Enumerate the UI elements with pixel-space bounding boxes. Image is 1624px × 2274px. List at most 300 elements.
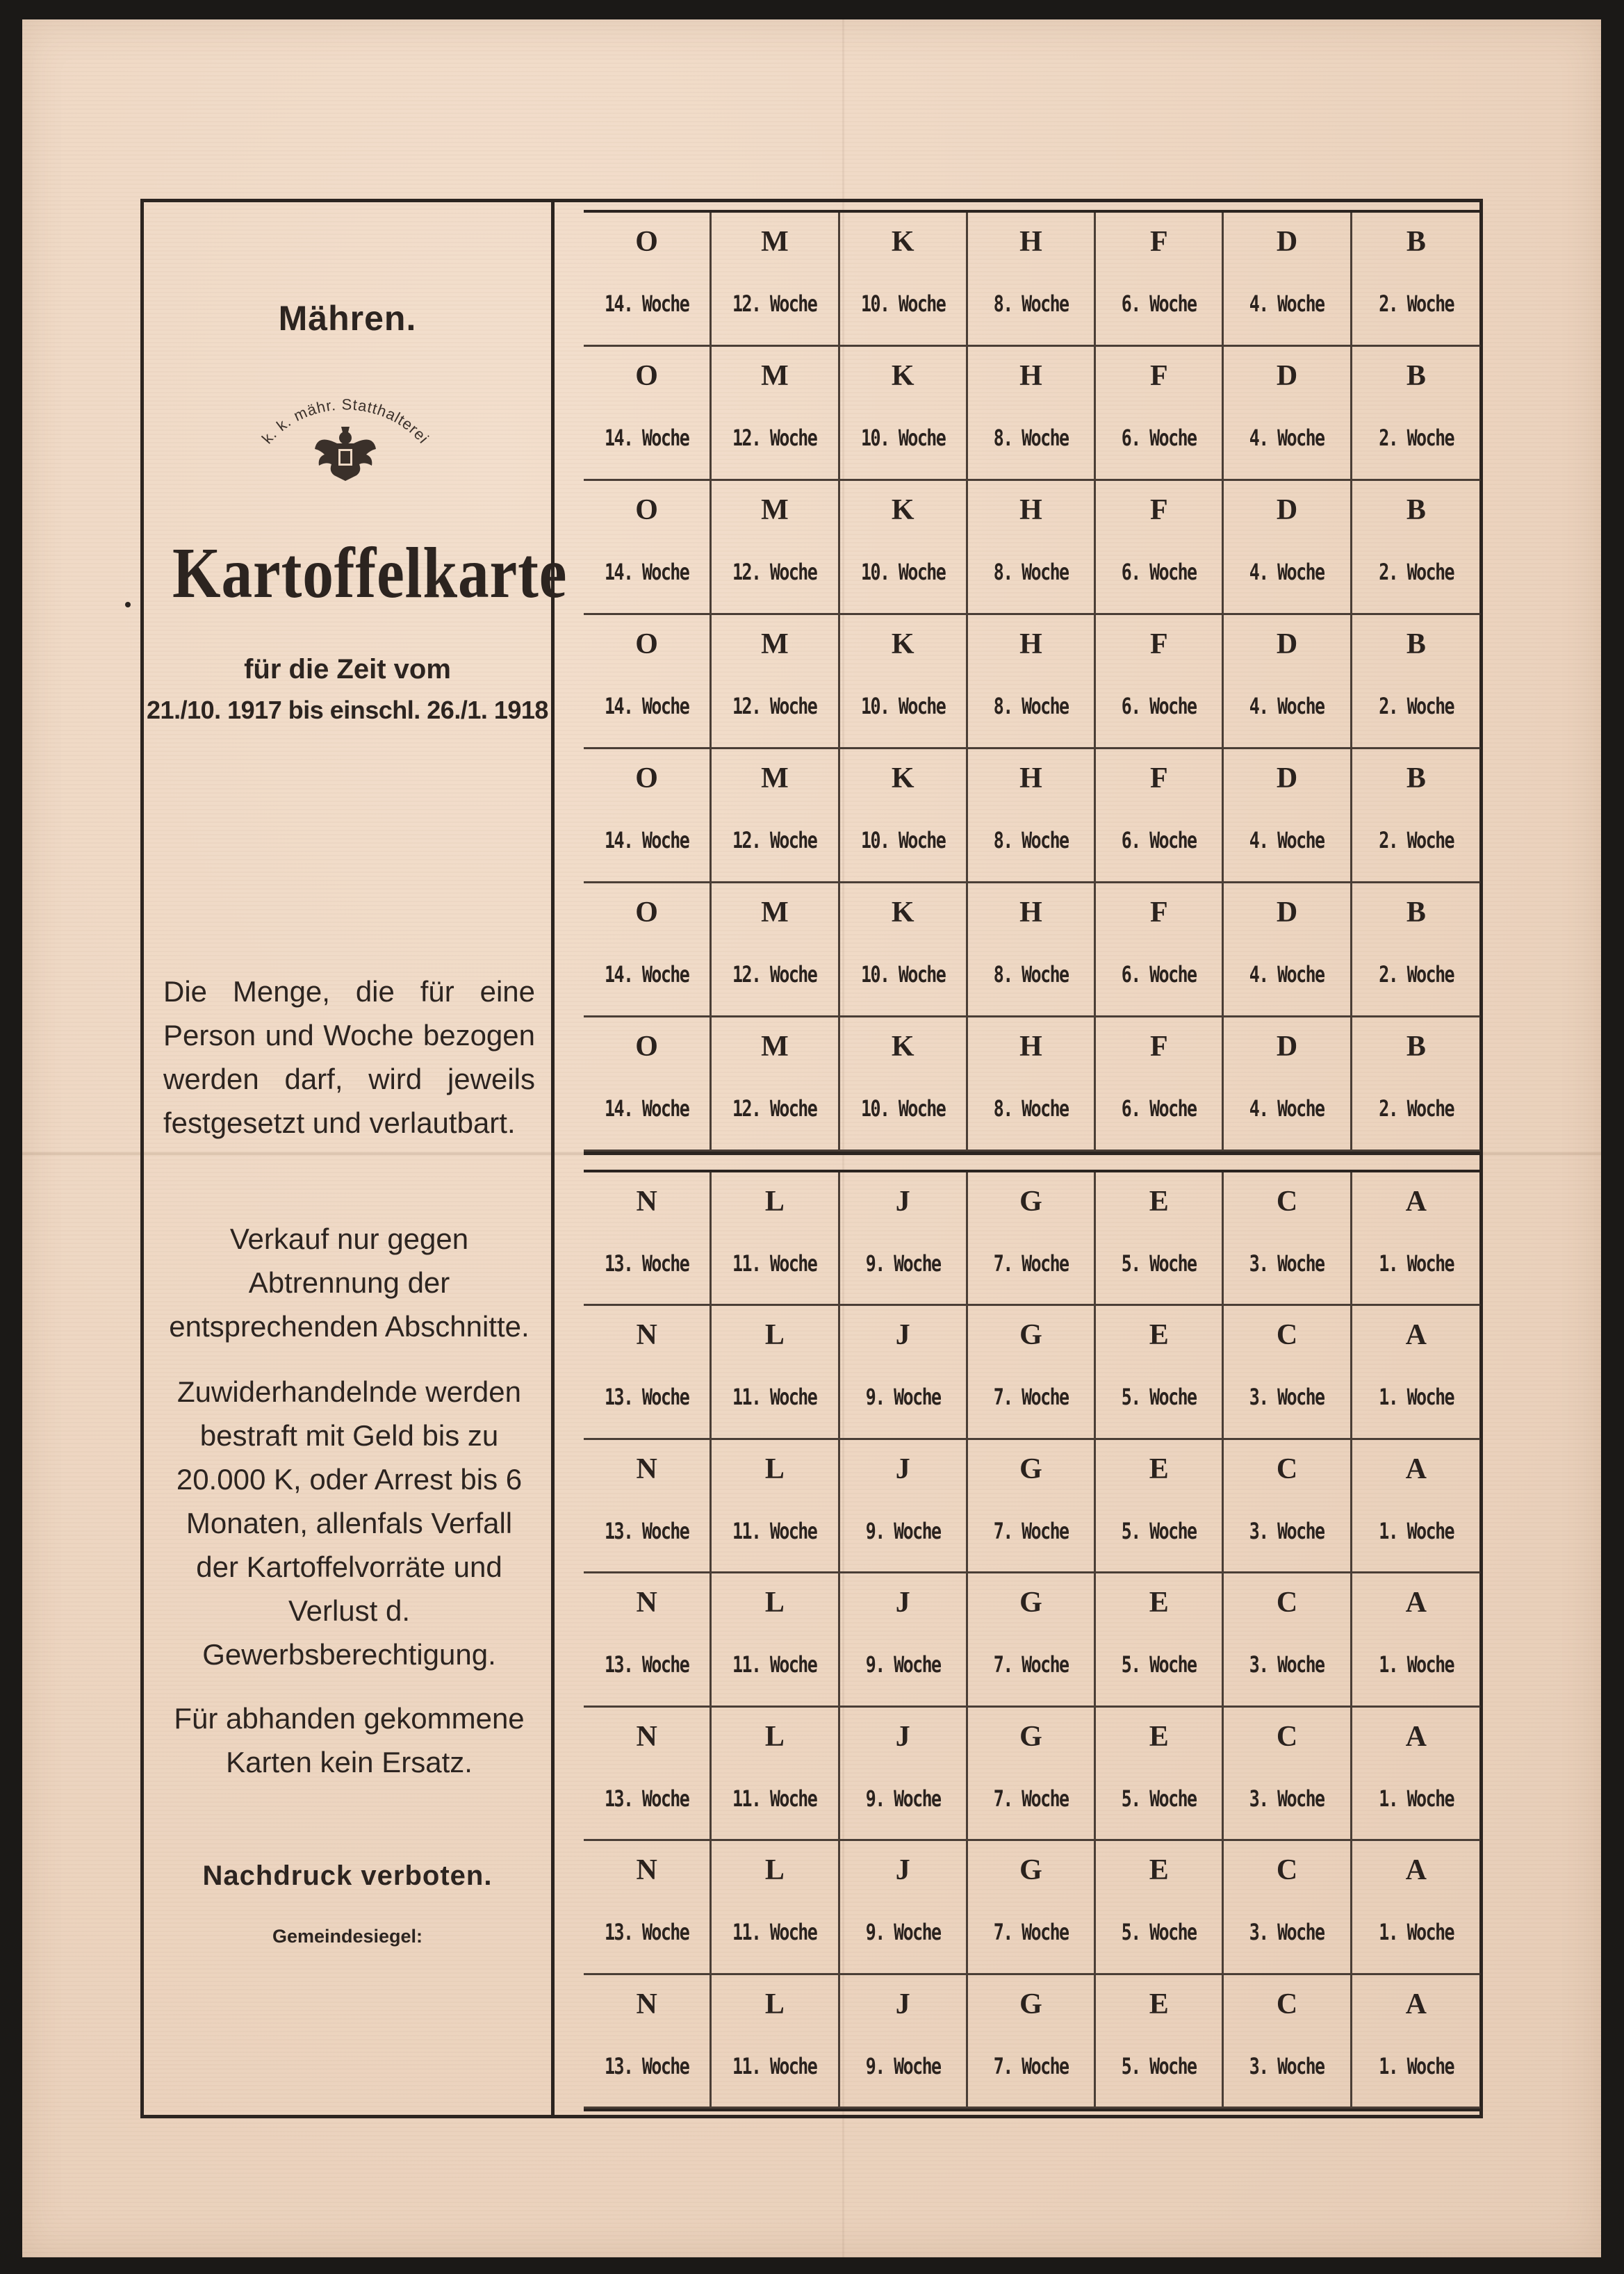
coupon-letter: D <box>1276 494 1298 526</box>
coupon-week: 1. Woche <box>1378 1651 1454 1678</box>
coupon-cell[interactable] <box>1096 1306 1224 1439</box>
coupon-week: 4. Woche <box>1249 961 1324 988</box>
coupon-letter: O <box>635 897 658 929</box>
coupon-grid-divider <box>584 1152 1480 1172</box>
coupon-letter: E <box>1149 1854 1169 1887</box>
coupon-week: 5. Woche <box>1121 1517 1197 1544</box>
coupon-letter: L <box>764 1453 785 1485</box>
coupon-week: 13. Woche <box>605 1517 689 1544</box>
coupon-letter: B <box>1406 1031 1426 1063</box>
coupon-week: 10. Woche <box>860 961 945 988</box>
coupon-cell[interactable] <box>840 749 968 883</box>
coupon-cell[interactable] <box>1096 749 1224 883</box>
coupon-grid-bottom-half <box>584 1172 1480 2109</box>
coupon-letter: B <box>1406 762 1426 794</box>
coupon-cell[interactable] <box>968 481 1096 615</box>
coupon-cell[interactable] <box>584 883 712 1017</box>
coupon-week: 8. Woche <box>993 425 1069 451</box>
coupon-week: 13. Woche <box>605 2052 689 2079</box>
coupon-letter: F <box>1149 494 1168 526</box>
coupon-letter: D <box>1276 628 1298 660</box>
coupon-cell[interactable] <box>1224 1306 1352 1439</box>
coupon-cell[interactable] <box>712 213 839 347</box>
coupon-cell[interactable] <box>1224 1841 1352 1974</box>
coupon-cell[interactable] <box>840 481 968 615</box>
coupon-grid-top-half <box>584 213 1480 1152</box>
coupon-letter: G <box>1019 1587 1042 1619</box>
coupon-cell[interactable] <box>584 481 712 615</box>
coupon-week: 4. Woche <box>1249 827 1324 853</box>
coupon-cell[interactable] <box>1352 883 1480 1017</box>
coupon-letter: C <box>1276 1186 1298 1218</box>
coupon-cell[interactable] <box>1096 1440 1224 1573</box>
coupon-cell[interactable] <box>968 883 1096 1017</box>
coupon-cell[interactable] <box>712 1440 839 1573</box>
coupon-cell[interactable] <box>712 615 839 749</box>
coupon-letter: L <box>764 1720 785 1753</box>
coupon-letter: K <box>891 762 914 794</box>
coupon-cell[interactable] <box>968 1017 1096 1152</box>
coupon-week: 6. Woche <box>1121 961 1197 988</box>
coupon-week: 14. Woche <box>605 1095 689 1122</box>
coupon-cell[interactable] <box>1096 213 1224 347</box>
coupon-week: 9. Woche <box>865 1517 941 1544</box>
coupon-letter: F <box>1149 628 1168 660</box>
coupon-week: 5. Woche <box>1121 1785 1197 1812</box>
coupon-letter: M <box>761 628 789 660</box>
coupon-cell[interactable] <box>584 1306 712 1439</box>
coupon-letter: L <box>764 1988 785 2020</box>
coupon-cell[interactable] <box>1352 1573 1480 1707</box>
coupon-week: 7. Woche <box>993 2052 1069 2079</box>
coupon-week: 11. Woche <box>732 1919 817 1946</box>
coupon-cell[interactable] <box>1096 1573 1224 1707</box>
coupon-week: 2. Woche <box>1378 1095 1454 1122</box>
coupon-letter: J <box>895 1587 910 1619</box>
coupon-week: 4. Woche <box>1249 291 1324 317</box>
coupon-week: 3. Woche <box>1249 1384 1324 1411</box>
coupon-letter: E <box>1149 1720 1169 1753</box>
coupon-letter: O <box>635 360 658 392</box>
coupon-cell[interactable] <box>712 749 839 883</box>
potato-ration-card <box>140 199 1483 2118</box>
coupon-week: 3. Woche <box>1249 1250 1324 1277</box>
coupon-week: 11. Woche <box>732 1384 817 1411</box>
coupon-cell[interactable] <box>584 1573 712 1707</box>
lost-card-notice: Für abhanden gekommene Karten kein Ersatz. <box>174 1702 525 1778</box>
coupon-grid <box>584 210 1483 2111</box>
coupon-week: 3. Woche <box>1249 1785 1324 1812</box>
coupon-week: 6. Woche <box>1121 425 1197 451</box>
coupon-week: 14. Woche <box>605 291 689 317</box>
coupon-cell[interactable] <box>1224 1975 1352 2109</box>
coupon-letter: N <box>636 1319 657 1352</box>
coupon-cell[interactable] <box>968 213 1096 347</box>
coupon-week: 11. Woche <box>732 2052 817 2079</box>
coupon-cell[interactable] <box>584 1841 712 1974</box>
coupon-week: 4. Woche <box>1249 559 1324 585</box>
coupon-cell[interactable] <box>1352 481 1480 615</box>
coupon-cell[interactable] <box>1352 1017 1480 1152</box>
coupon-cell[interactable] <box>1224 749 1352 883</box>
coupon-letter: O <box>635 628 658 660</box>
coupon-letter: A <box>1405 1453 1427 1485</box>
coupon-week: 14. Woche <box>605 827 689 853</box>
coupon-letter: N <box>636 1186 657 1218</box>
coupon-cell[interactable] <box>1352 1306 1480 1439</box>
coupon-week: 2. Woche <box>1378 559 1454 585</box>
ration-card-paper <box>22 19 1601 2257</box>
coupon-week: 3. Woche <box>1249 1651 1324 1678</box>
coupon-letter: E <box>1149 1453 1169 1485</box>
coupon-letter: G <box>1019 1319 1042 1352</box>
coupon-week: 2. Woche <box>1378 961 1454 988</box>
coupon-letter: N <box>636 1988 657 2020</box>
coupon-week: 2. Woche <box>1378 425 1454 451</box>
coupon-cell[interactable] <box>840 1841 968 1974</box>
coupon-letter: G <box>1019 1720 1042 1753</box>
coupon-week: 11. Woche <box>732 1517 817 1544</box>
coupon-cell[interactable] <box>1224 481 1352 615</box>
coupon-week: 7. Woche <box>993 1651 1069 1678</box>
coupon-cell[interactable] <box>584 347 712 481</box>
coupon-letter: L <box>764 1854 785 1887</box>
coupon-week: 11. Woche <box>732 1785 817 1812</box>
coupon-letter: H <box>1019 1031 1042 1063</box>
coupon-cell[interactable] <box>712 1172 839 1306</box>
coupon-cell[interactable] <box>1352 749 1480 883</box>
coupon-letter: G <box>1019 1453 1042 1485</box>
coupon-cell[interactable] <box>840 1440 968 1573</box>
quantity-notice: Die Menge, die für eine Person und Woche bezogen werden darf, wird jeweils festgesetzt und verlautbart. <box>163 975 535 1139</box>
coupon-cell[interactable] <box>1352 1440 1480 1573</box>
coupon-cell[interactable] <box>968 1573 1096 1707</box>
coupon-cell[interactable] <box>1352 213 1480 347</box>
coupon-week: 1. Woche <box>1378 2052 1454 2079</box>
coupon-week: 6. Woche <box>1121 559 1197 585</box>
coupon-week: 14. Woche <box>605 693 689 719</box>
coupon-week: 3. Woche <box>1249 1517 1324 1544</box>
coupon-letter: G <box>1019 1988 1042 2020</box>
municipal-seal-label: Gemeindesiegel: <box>272 1926 423 1947</box>
coupon-cell[interactable] <box>584 1975 712 2109</box>
coupon-cell[interactable] <box>584 615 712 749</box>
coupon-letter: E <box>1149 1319 1169 1352</box>
coupon-letter: K <box>891 897 914 929</box>
coupon-letter: B <box>1406 226 1426 258</box>
coupon-cell[interactable] <box>1352 1975 1480 2109</box>
penalty-notice: Zuwiderhandelnde werden bestraft mit Geld bis zu 20.000 K, oder Arrest bis 6 Monaten, allenfals Verfall der Kartoffelvorräte und Verlust d. Gewerbsberechtigung. <box>176 1375 523 1671</box>
coupon-week: 3. Woche <box>1249 2052 1324 2079</box>
coupon-week: 4. Woche <box>1249 693 1324 719</box>
coupon-week: 8. Woche <box>993 1095 1069 1122</box>
coupon-letter: J <box>895 1453 910 1485</box>
coupon-cell[interactable] <box>1224 615 1352 749</box>
coupon-cell[interactable] <box>584 1440 712 1573</box>
coupon-cell[interactable] <box>712 1573 839 1707</box>
coupon-cell[interactable] <box>1224 883 1352 1017</box>
coupon-cell[interactable] <box>840 1975 968 2109</box>
coupon-cell[interactable] <box>712 1306 839 1439</box>
coupon-letter: D <box>1276 762 1298 794</box>
coupon-letter: C <box>1276 1587 1298 1619</box>
coupon-cell[interactable] <box>1096 1017 1224 1152</box>
coupon-letter: H <box>1019 628 1042 660</box>
coupon-cell[interactable] <box>1224 1172 1352 1306</box>
coupon-letter: N <box>636 1587 657 1619</box>
coupon-week: 8. Woche <box>993 291 1069 317</box>
coupon-letter: F <box>1149 360 1168 392</box>
coupon-letter: J <box>895 1854 910 1887</box>
coupon-cell[interactable] <box>840 615 968 749</box>
coupon-letter: M <box>761 494 789 526</box>
coupon-cell[interactable] <box>1096 1841 1224 1974</box>
coupon-week: 6. Woche <box>1121 827 1197 853</box>
coupon-letter: N <box>636 1720 657 1753</box>
coupon-letter: M <box>761 897 789 929</box>
coupon-week: 9. Woche <box>865 1785 941 1812</box>
coupon-letter: M <box>761 762 789 794</box>
coupon-week: 10. Woche <box>860 559 945 585</box>
coupon-cell[interactable] <box>1096 883 1224 1017</box>
coupon-week: 9. Woche <box>865 2052 941 2079</box>
coupon-letter: A <box>1405 1854 1427 1887</box>
coupon-letter: H <box>1019 494 1042 526</box>
coupon-letter: B <box>1406 897 1426 929</box>
coupon-week: 13. Woche <box>605 1250 689 1277</box>
coupon-week: 8. Woche <box>993 559 1069 585</box>
coupon-letter: K <box>891 360 914 392</box>
coupon-cell[interactable] <box>1224 1017 1352 1152</box>
coupon-week: 5. Woche <box>1121 2052 1197 2079</box>
coupon-cell[interactable] <box>712 1017 839 1152</box>
coupon-cell[interactable] <box>584 1708 712 1841</box>
region-heading: Mähren. <box>278 299 417 338</box>
coupon-week: 11. Woche <box>732 1250 817 1277</box>
imperial-eagle-seal-icon <box>234 366 457 505</box>
coupon-cell[interactable] <box>1096 1172 1224 1306</box>
coupon-letter: A <box>1405 1587 1427 1619</box>
coupon-letter: A <box>1405 1319 1427 1352</box>
coupon-week: 10. Woche <box>860 827 945 853</box>
coupon-cell[interactable] <box>968 1440 1096 1573</box>
coupon-letter: L <box>764 1186 785 1218</box>
coupon-week: 14. Woche <box>605 559 689 585</box>
coupon-cell[interactable] <box>968 1306 1096 1439</box>
coupon-week: 1. Woche <box>1378 1785 1454 1812</box>
coupon-week: 13. Woche <box>605 1785 689 1812</box>
coupon-week: 9. Woche <box>865 1651 941 1678</box>
coupon-letter: B <box>1406 360 1426 392</box>
coupon-letter: H <box>1019 360 1042 392</box>
coupon-cell[interactable] <box>840 213 968 347</box>
coupon-letter: B <box>1406 628 1426 660</box>
card-title: Kartoffelkarte <box>172 533 568 613</box>
coupon-letter: C <box>1276 1720 1298 1753</box>
reprint-prohibited-notice: Nachdruck verboten. <box>202 1860 493 1891</box>
coupon-letter: F <box>1149 1031 1168 1063</box>
coupon-letter: C <box>1276 1988 1298 2020</box>
coupon-week: 10. Woche <box>860 693 945 719</box>
coupon-letter: J <box>895 1988 910 2020</box>
coupon-letter: C <box>1276 1453 1298 1485</box>
coupon-week: 1. Woche <box>1378 1384 1454 1411</box>
coupon-week: 6. Woche <box>1121 1095 1197 1122</box>
ink-dot <box>125 602 131 607</box>
coupon-letter: O <box>635 494 658 526</box>
coupon-cell[interactable] <box>712 1975 839 2109</box>
coupon-week: 10. Woche <box>860 1095 945 1122</box>
coupon-cell[interactable] <box>1224 1440 1352 1573</box>
coupon-week: 14. Woche <box>605 961 689 988</box>
coupon-letter: H <box>1019 226 1042 258</box>
coupon-cell[interactable] <box>1096 615 1224 749</box>
coupon-week: 2. Woche <box>1378 291 1454 317</box>
coupon-cell[interactable] <box>1096 1975 1224 2109</box>
coupon-cell[interactable] <box>968 1708 1096 1841</box>
coupon-cell[interactable] <box>584 1172 712 1306</box>
coupon-week: 7. Woche <box>993 1517 1069 1544</box>
coupon-week: 2. Woche <box>1378 693 1454 719</box>
coupon-week: 7. Woche <box>993 1250 1069 1277</box>
card-info-panel <box>144 202 568 2115</box>
coupon-letter: O <box>635 762 658 794</box>
coupon-letter: H <box>1019 762 1042 794</box>
coupon-cell[interactable] <box>840 1172 968 1306</box>
coupon-cell[interactable] <box>1096 347 1224 481</box>
coupon-letter: J <box>895 1186 910 1218</box>
coupon-week: 10. Woche <box>860 291 945 317</box>
coupon-cell[interactable] <box>840 1573 968 1707</box>
coupon-letter: C <box>1276 1854 1298 1887</box>
coupon-letter: K <box>891 226 914 258</box>
coupon-letter: L <box>764 1319 785 1352</box>
coupon-cell[interactable] <box>1224 1708 1352 1841</box>
coupon-week: 6. Woche <box>1121 291 1197 317</box>
coupon-letter: K <box>891 628 914 660</box>
coupon-cell[interactable] <box>1352 1841 1480 1974</box>
sale-notice: Verkauf nur gegen Abtrennung der entsprechenden Abschnitte. <box>169 1222 530 1343</box>
coupon-letter: O <box>635 1031 658 1063</box>
coupon-letter: J <box>895 1319 910 1352</box>
coupon-week: 4. Woche <box>1249 1095 1324 1122</box>
period-dates: 21./10. 1917 bis einschl. 26./1. 1918 <box>147 696 548 724</box>
coupon-letter: K <box>891 494 914 526</box>
coupon-letter: H <box>1019 897 1042 929</box>
coupon-cell[interactable] <box>1352 615 1480 749</box>
coupon-week: 1. Woche <box>1378 1919 1454 1946</box>
coupon-cell[interactable] <box>968 1841 1096 1974</box>
coupon-letter: G <box>1019 1186 1042 1218</box>
coupon-letter: N <box>636 1854 657 1887</box>
coupon-week: 2. Woche <box>1378 827 1454 853</box>
coupon-letter: G <box>1019 1854 1042 1887</box>
coupon-week: 5. Woche <box>1121 1384 1197 1411</box>
coupon-cell[interactable] <box>1224 347 1352 481</box>
coupon-week: 13. Woche <box>605 1651 689 1678</box>
coupon-letter: M <box>761 360 789 392</box>
coupon-letter: B <box>1406 494 1426 526</box>
coupon-cell[interactable] <box>712 883 839 1017</box>
coupon-letter: D <box>1276 360 1298 392</box>
coupon-week: 8. Woche <box>993 693 1069 719</box>
coupon-letter: C <box>1276 1319 1298 1352</box>
coupon-week: 7. Woche <box>993 1785 1069 1812</box>
coupon-cell[interactable] <box>1352 1172 1480 1306</box>
coupon-letter: F <box>1149 897 1168 929</box>
coupon-cell[interactable] <box>1352 347 1480 481</box>
coupon-week: 5. Woche <box>1121 1250 1197 1277</box>
coupon-week: 13. Woche <box>605 1919 689 1946</box>
coupon-week: 1. Woche <box>1378 1517 1454 1544</box>
coupon-letter: A <box>1405 1988 1427 2020</box>
coupon-cell[interactable] <box>840 1017 968 1152</box>
coupon-week: 7. Woche <box>993 1384 1069 1411</box>
coupon-week: 10. Woche <box>860 425 945 451</box>
coupon-week: 8. Woche <box>993 961 1069 988</box>
coupon-week: 4. Woche <box>1249 425 1324 451</box>
coupon-cell[interactable] <box>1352 1708 1480 1841</box>
coupon-week: 12. Woche <box>732 693 817 719</box>
coupon-cell[interactable] <box>840 883 968 1017</box>
coupon-letter: M <box>761 1031 789 1063</box>
coupon-week: 3. Woche <box>1249 1919 1324 1946</box>
coupon-week: 5. Woche <box>1121 1919 1197 1946</box>
coupon-week: 12. Woche <box>732 425 817 451</box>
coupon-week: 11. Woche <box>732 1651 817 1678</box>
coupon-cell[interactable] <box>584 749 712 883</box>
coupon-cell[interactable] <box>968 1172 1096 1306</box>
coupon-cell[interactable] <box>712 1708 839 1841</box>
coupon-letter: L <box>764 1587 785 1619</box>
coupon-cell[interactable] <box>584 1017 712 1152</box>
coupon-week: 12. Woche <box>732 961 817 988</box>
coupon-cell[interactable] <box>840 347 968 481</box>
coupon-cell[interactable] <box>968 1975 1096 2109</box>
coupon-letter: D <box>1276 226 1298 258</box>
coupon-week: 12. Woche <box>732 827 817 853</box>
coupon-cell[interactable] <box>712 1841 839 1974</box>
coupon-week: 9. Woche <box>865 1384 941 1411</box>
coupon-week: 7. Woche <box>993 1919 1069 1946</box>
coupon-week: 9. Woche <box>865 1250 941 1277</box>
coupon-cell[interactable] <box>840 1708 968 1841</box>
period-label: für die Zeit vom <box>244 654 451 685</box>
coupon-week: 9. Woche <box>865 1919 941 1946</box>
coupon-cell[interactable] <box>1096 1708 1224 1841</box>
coupon-cell[interactable] <box>712 481 839 615</box>
coupon-cell[interactable] <box>1096 481 1224 615</box>
coupon-letter: M <box>761 226 789 258</box>
seal-text: k. k. mähr. Statthalterei <box>258 395 433 448</box>
coupon-cell[interactable] <box>968 749 1096 883</box>
coupon-week: 5. Woche <box>1121 1651 1197 1678</box>
coupon-week: 12. Woche <box>732 1095 817 1122</box>
coupon-week: 12. Woche <box>732 291 817 317</box>
coupon-cell[interactable] <box>1224 213 1352 347</box>
coupon-letter: D <box>1276 897 1298 929</box>
coupon-cell[interactable] <box>584 213 712 347</box>
coupon-cell[interactable] <box>968 615 1096 749</box>
coupon-cell[interactable] <box>1224 1573 1352 1707</box>
coupon-letter: D <box>1276 1031 1298 1063</box>
coupon-letter: A <box>1405 1720 1427 1753</box>
coupon-cell[interactable] <box>840 1306 968 1439</box>
coupon-cell[interactable] <box>968 347 1096 481</box>
coupon-cell[interactable] <box>712 347 839 481</box>
coupon-letter: K <box>891 1031 914 1063</box>
coupon-letter: E <box>1149 1988 1169 2020</box>
